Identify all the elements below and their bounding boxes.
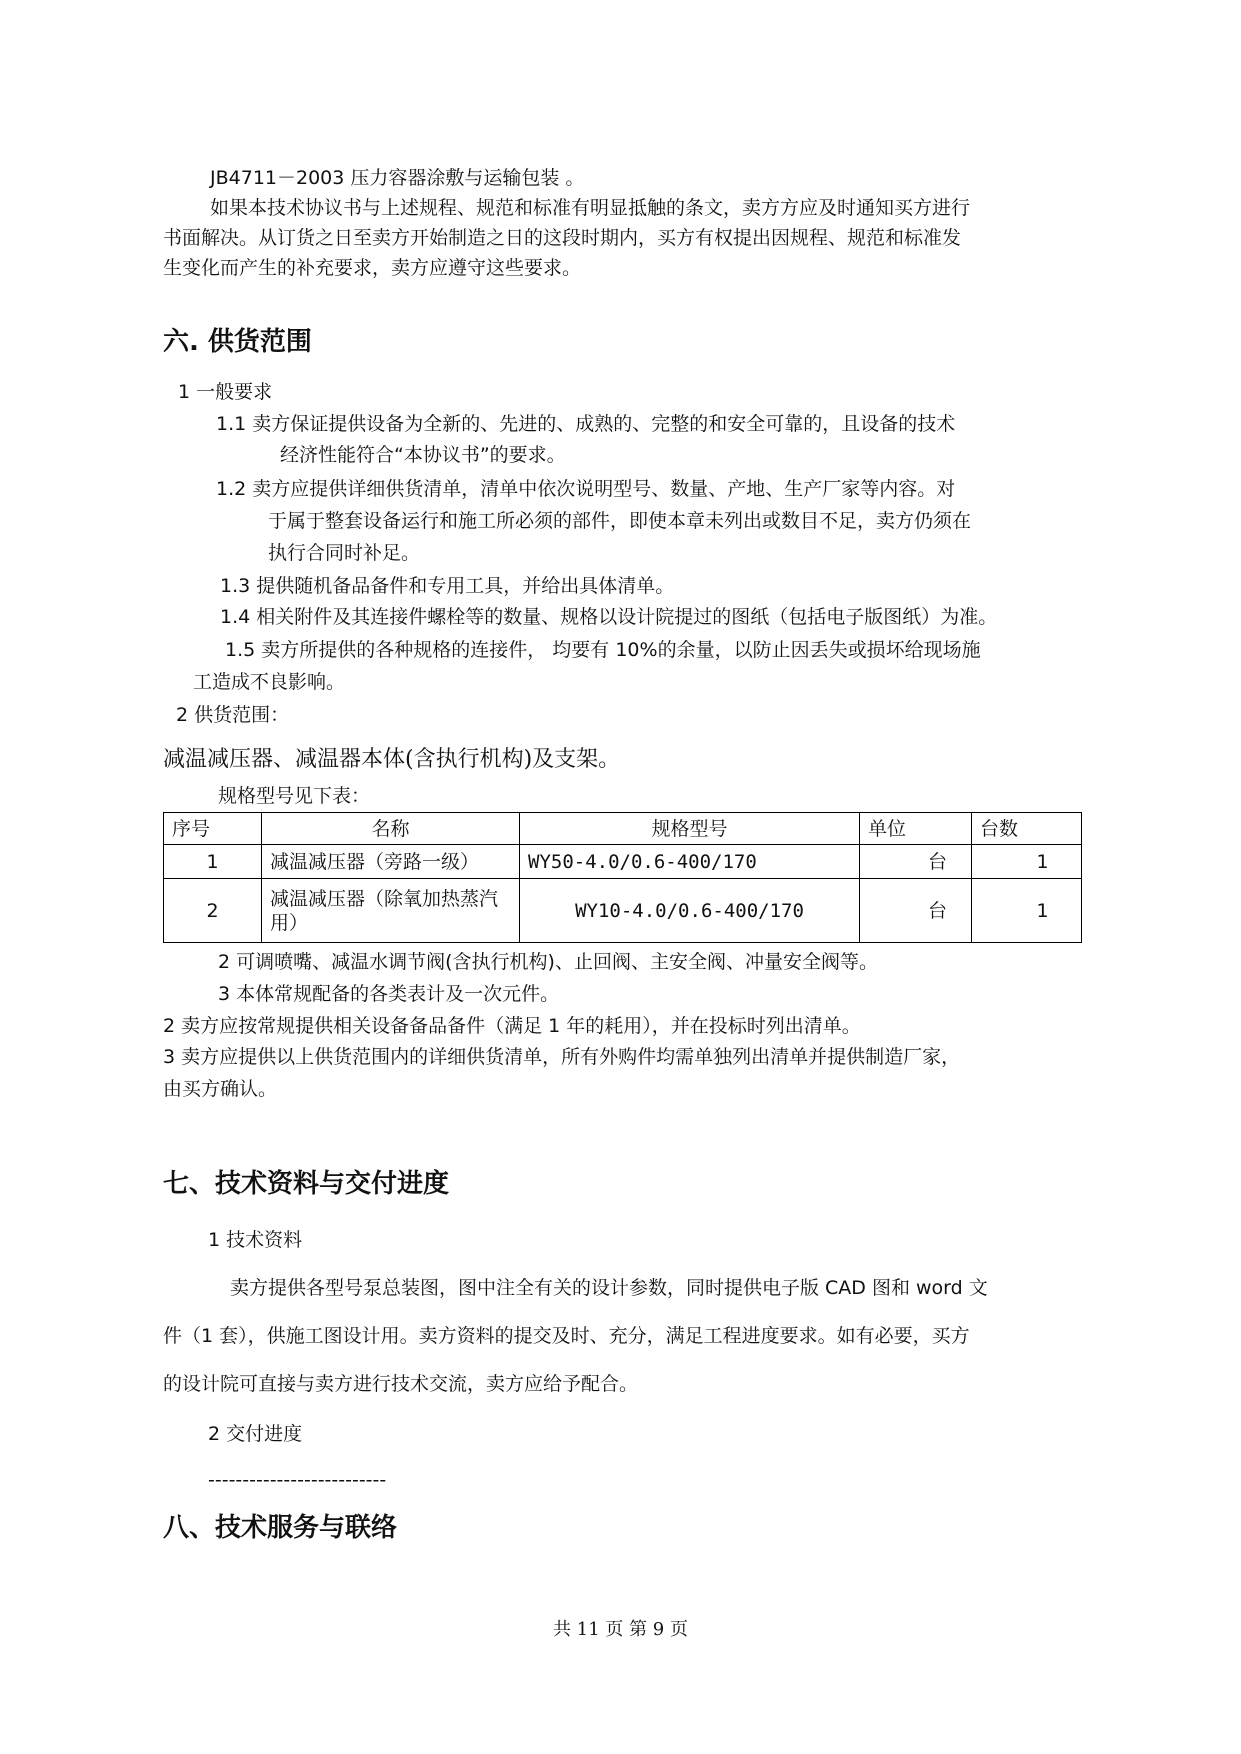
scope-note-3: 3 本体常规配备的各类表计及一次元件。 [218, 983, 560, 1005]
table-caption: 规格型号见下表： [218, 785, 371, 807]
header-no: 序号 [164, 813, 262, 845]
general-requirements-title: 1 一般要求 [178, 381, 273, 403]
intro-line-1: JB4711－2003 压力容器涂敷与运输包装 。 [210, 167, 585, 189]
requirement-3-line-2: 由买方确认。 [163, 1078, 278, 1100]
section-7-heading: 七、技术资料与交付进度 [163, 1169, 450, 1199]
table-row [164, 845, 1082, 879]
page-footer: 共 11 页 第 9 页 [553, 1619, 688, 1640]
row-name: 减温减压器（旁路一级） [262, 845, 520, 879]
supply-scope-title: 2 供货范围： [176, 704, 290, 726]
intro-line-4: 生变化而产生的补充要求，卖方应遵守这些要求。 [163, 257, 582, 279]
row-model: WY50-4.0/0.6-400/170 [520, 845, 860, 879]
table-header-row [164, 813, 1082, 845]
row-name: 减温减压器（除氧加热蒸汽用） [262, 879, 520, 943]
table-row [164, 879, 1082, 943]
item-1-5-line-1: 1.5 卖方所提供的各种规格的连接件， 均要有 10%的余量，以防止因丢失或损坏给现场施 [225, 639, 981, 661]
row-unit: 台 [860, 879, 972, 943]
delivery-placeholder-line: -------------------------- [208, 1469, 387, 1491]
header-qty: 台数 [972, 813, 1082, 845]
section-6-heading: 六. 供货范围 [163, 327, 312, 357]
tech-docs-line-2: 件（1 套），供施工图设计用。卖方资料的提交及时、充分，满足工程进度要求。如有必要，买方 [163, 1325, 970, 1347]
item-1-1-line-2: 经济性能符合“本协议书”的要求。 [280, 444, 566, 466]
tech-docs-line-1: 卖方提供各型号泵总装图，图中注全有关的设计参数，同时提供电子版 CAD 图和 word 文 [230, 1277, 988, 1299]
intro-line-2: 如果本技术协议书与上述规程、规范和标准有明显抵触的条文，卖方方应及时通知买方进行 [210, 197, 971, 219]
item-1-2-line-1: 1.2 卖方应提供详细供货清单，清单中依次说明型号、数量、产地、生产厂家等内容。对 [216, 478, 956, 500]
item-1-2-line-2: 于属于整套设备运行和施工所必须的部件，即使本章未列出或数目不足，卖方仍须在 [268, 510, 972, 532]
requirement-2: 2 卖方应按常规提供相关设备备品备件（满足 1 年的耗用），并在投标时列出清单。 [163, 1015, 861, 1037]
item-1-4: 1.4 相关附件及其连接件螺栓等的数量、规格以设计院提过的图纸（包括电子版图纸）为准。 [220, 606, 998, 628]
item-1-1-line-1: 1.1 卖方保证提供设备为全新的、先进的、成熟的、完整的和安全可靠的，且设备的技术 [216, 413, 956, 435]
supply-scope-line: 减温减压器、减温器本体(含执行机构)及支架。 [163, 747, 621, 772]
row-no: 1 [164, 845, 262, 879]
item-1-3: 1.3 提供随机备品备件和专用工具，并给出具体清单。 [220, 575, 675, 597]
item-1-5-line-2: 工造成不良影响。 [193, 671, 346, 693]
header-name: 名称 [262, 813, 520, 845]
item-1-2-line-3: 执行合同时补足。 [268, 542, 421, 564]
delivery-title: 2 交付进度 [208, 1423, 303, 1445]
tech-docs-title: 1 技术资料 [208, 1229, 303, 1251]
row-qty: 1 [972, 879, 1082, 943]
scope-note-2: 2 可调喷嘴、减温水调节阀(含执行机构)、止回阀、主安全阀、冲量安全阀等。 [218, 951, 878, 973]
row-unit: 台 [860, 845, 972, 879]
requirement-3-line-1: 3 卖方应提供以上供货范围内的详细供货清单，所有外购件均需单独列出清单并提供制造厂家， [163, 1046, 961, 1068]
tech-docs-line-3: 的设计院可直接与卖方进行技术交流，卖方应给予配合。 [163, 1373, 639, 1395]
header-model: 规格型号 [520, 813, 860, 845]
section-8-heading: 八、技术服务与联络 [163, 1513, 398, 1543]
row-no: 2 [164, 879, 262, 943]
intro-line-3: 书面解决。从订货之日至卖方开始制造之日的这段时期内，买方有权提出因规程、规范和标准发 [163, 227, 962, 249]
row-model: WY10-4.0/0.6-400/170 [520, 879, 860, 943]
spec-table [163, 812, 1082, 943]
row-qty: 1 [972, 845, 1082, 879]
header-unit: 单位 [860, 813, 972, 845]
